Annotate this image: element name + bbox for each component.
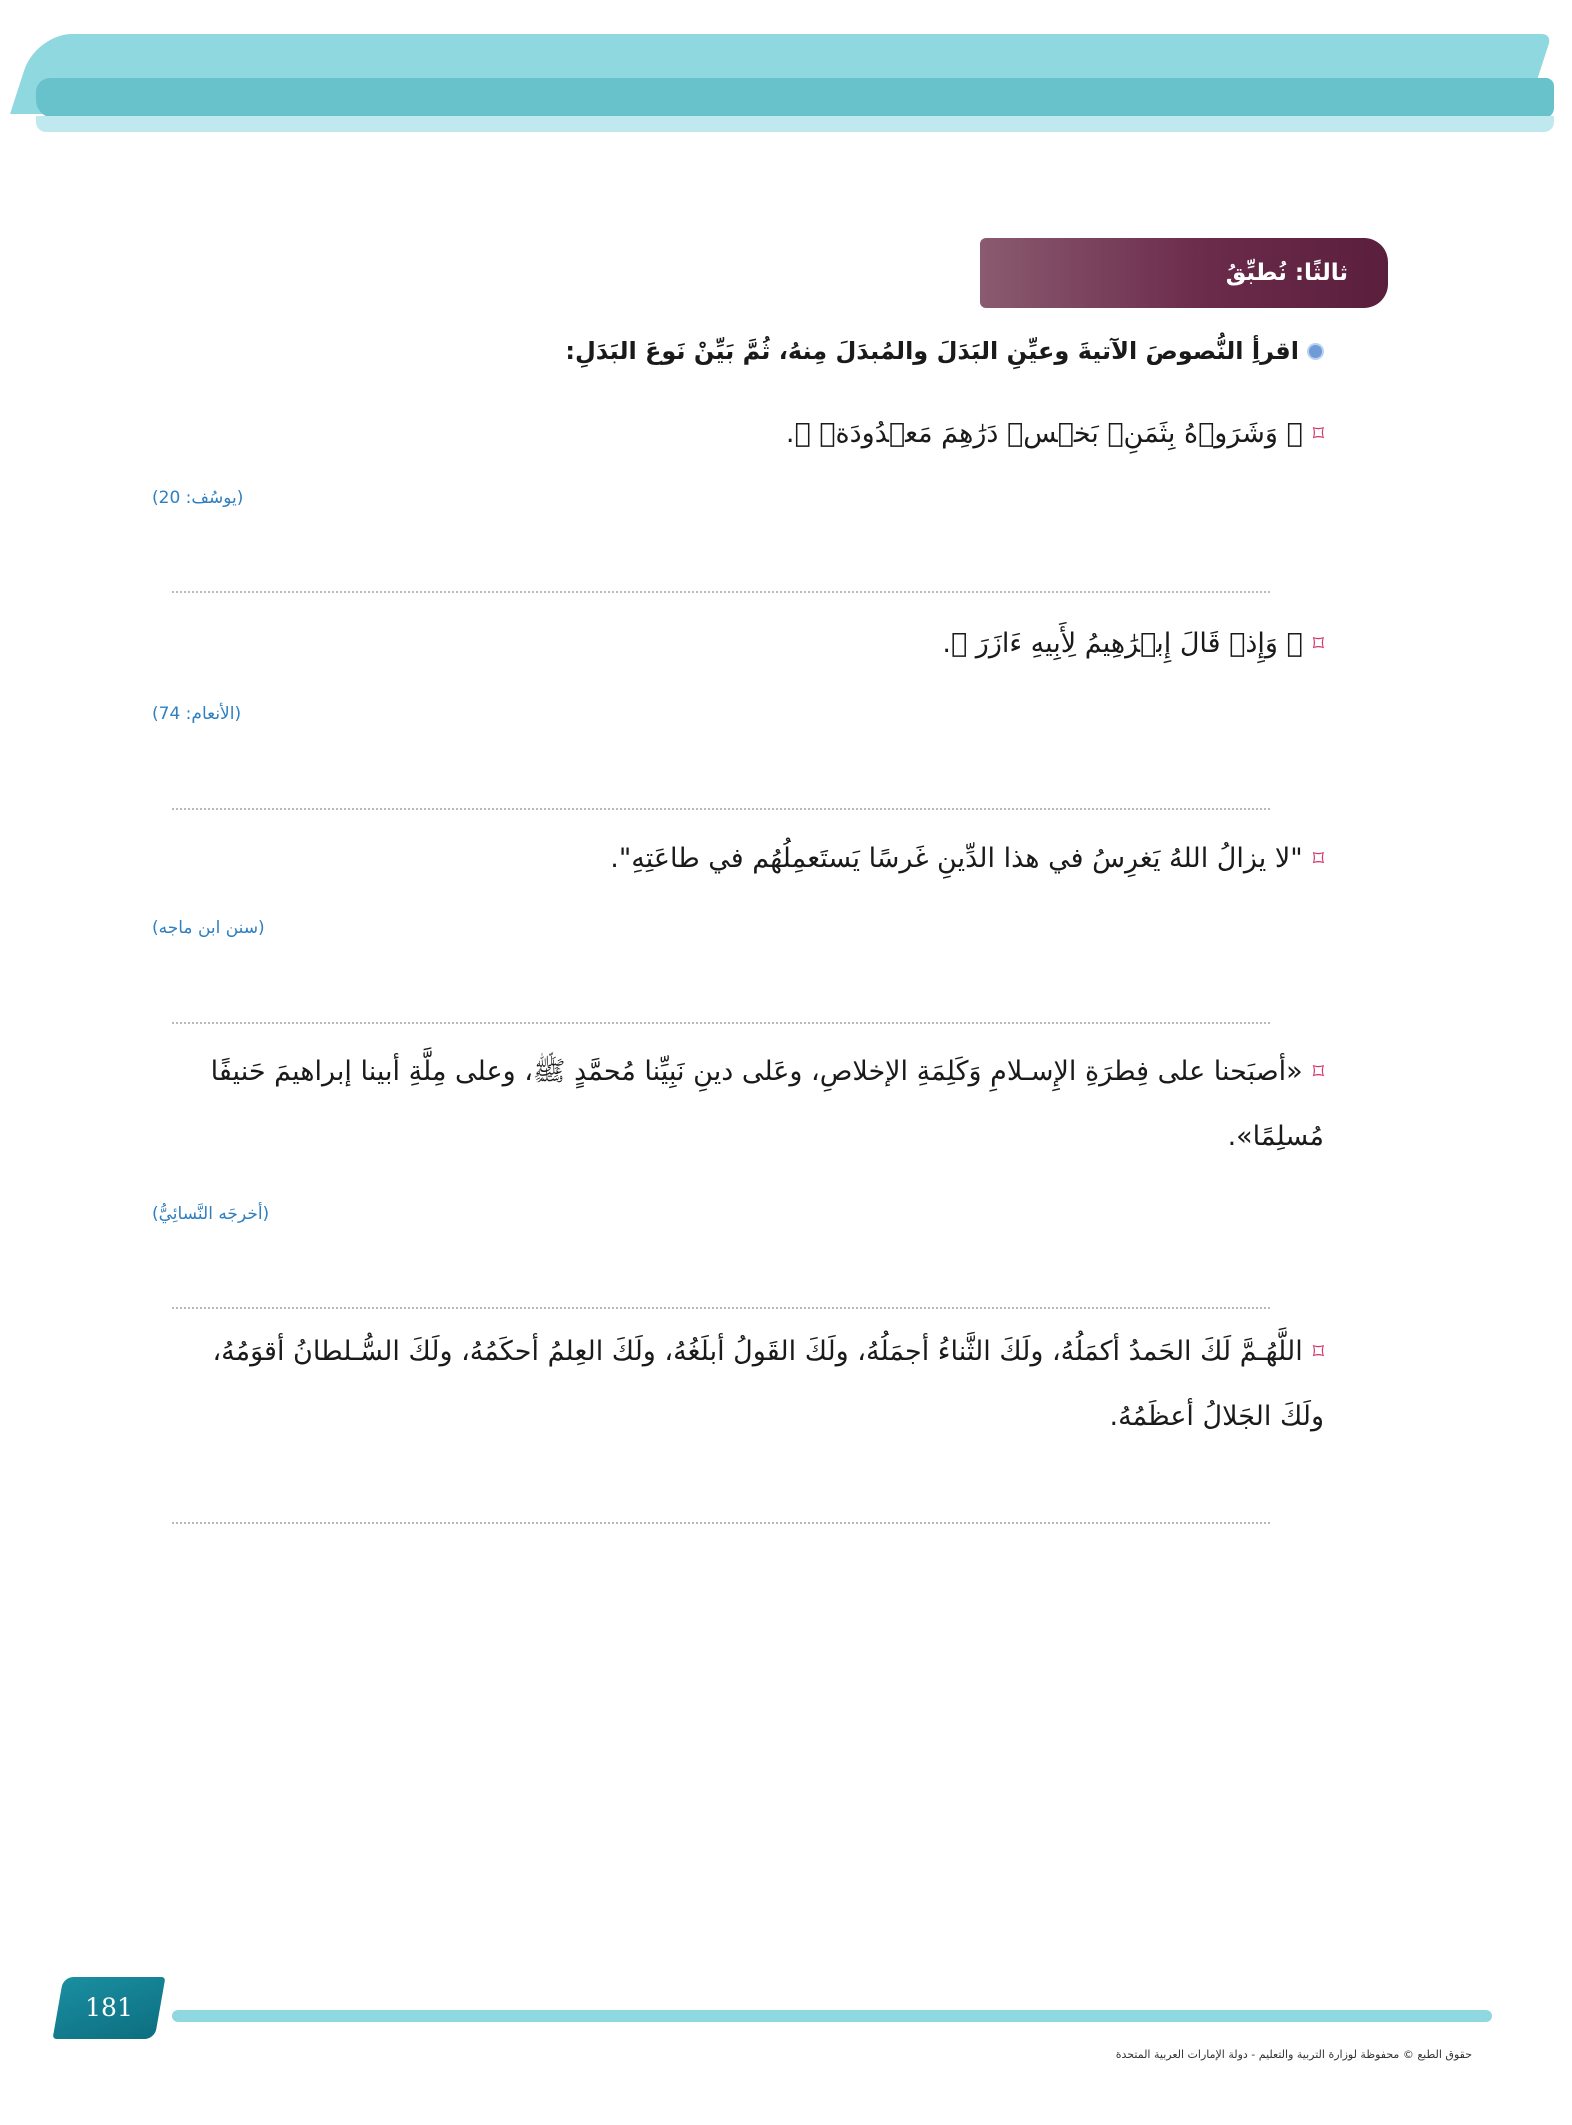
page-number: 181 <box>85 1993 133 2022</box>
item-source-2: (الأنعام: 74) <box>152 704 242 724</box>
bullet-mark-icon: ⌑ <box>1312 1059 1324 1085</box>
header-banner-stripe <box>36 78 1554 118</box>
answer-line-5 <box>172 1522 1270 1524</box>
header-banner-edge <box>36 116 1554 132</box>
item-text: ﴿ وَشَرَوۡهُ بِثَمَنِۭ بَخۡسٖ دَرَٰهِمَ مَعۡدُودَةٖ ﴾. <box>785 418 1303 449</box>
section-title: ثالثًا: نُطبِّقُ <box>980 238 1388 308</box>
exercise-item-4 <box>184 1040 1324 1169</box>
exercise-item-5 <box>184 1320 1324 1449</box>
item-source-4: (أخرجَه النَّسائِيُّ) <box>152 1204 270 1224</box>
footer-bar <box>172 2010 1492 2022</box>
item-text: ﴿ وَإِذۡ قَالَ إِبۡرَٰهِيمُ لِأَبِيهِ ءَازَرَ ﴾. <box>942 628 1303 659</box>
bullet-mark-icon: ⌑ <box>1312 631 1324 657</box>
copyright-text: حقوق الطبع © محفوظة لوزارة التربية والتعليم - دولة الإمارات العربية المتحدة <box>1115 2048 1472 2061</box>
instruction-text: اقرأِ النُّصوصَ الآتيةَ وعيِّنِ البَدَلَ والمُبدَلَ مِنهُ، ثُمَّ بَيِّنْ نَوعَ البَدَلِ: <box>565 337 1299 365</box>
item-source-3: (سنن ابن ماجه) <box>152 918 265 938</box>
bullet-circle-icon <box>1307 343 1324 360</box>
instruction <box>224 337 1324 365</box>
bullet-mark-icon: ⌑ <box>1312 846 1324 872</box>
bullet-mark-icon: ⌑ <box>1312 421 1324 447</box>
exercise-item-1 <box>184 402 1324 467</box>
item-text: "لا يزالُ اللهُ يَغرِسُ في هذا الدِّينِ غَرسًا يَستَعمِلُهُم في طاعَتِهِ". <box>610 843 1303 874</box>
exercise-item-2 <box>184 612 1324 677</box>
item-text: اللَّهُـمَّ لَكَ الحَمدُ أكمَلُهُ، ولَكَ الثَّناءُ أجمَلُهُ، ولَكَ القَولُ أبلَغُهُ، ولَكَ العِلمُ أحكَمُهُ، ولَكَ السُّـلطانُ أقوَمُهُ، ولَكَ الجَلالُ أعظَمُهُ. <box>212 1336 1324 1432</box>
item-text: «أصبَحنا على فِطرَةِ الإِسـلامِ وَكَلِمَةِ الإخلاصِ، وعَلى دينِ نَبِيِّنا مُحمَّدٍ ﷺ، وعلى مِلَّةِ أبينا إبراهيمَ حَنيفًا مُسلِمًا». <box>210 1056 1324 1152</box>
answer-line-4 <box>172 1307 1270 1309</box>
item-source-1: (يوسُف: 20) <box>152 488 244 508</box>
answer-line-2 <box>172 808 1270 810</box>
answer-line-1 <box>172 591 1270 593</box>
bullet-mark-icon: ⌑ <box>1312 1339 1324 1365</box>
exercise-item-3 <box>184 827 1324 892</box>
answer-line-3 <box>172 1022 1270 1024</box>
